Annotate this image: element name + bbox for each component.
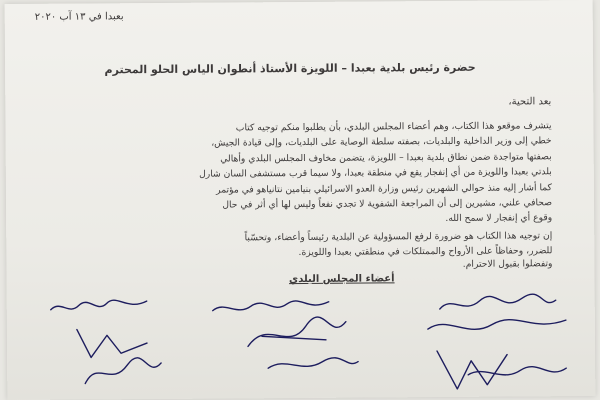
- letter-greeting: بعد التحية،: [508, 96, 552, 108]
- signature-10: [462, 360, 572, 387]
- paragraph-line: كما أشار إليه منذ حوالي الشهرين رئيس وزارة العدو الاسرائيلي بنيامين نتانياهو في مؤتمر: [216, 181, 552, 196]
- letter-closing: وتفضلوا بقبول الاحترام.: [462, 258, 553, 270]
- members-heading: أعضاء المجلس البلدي: [288, 273, 395, 286]
- paragraph-line: بصفتها متواجدة ضمن نطاق بلدية بعبدا – اللويزة، يتضمن مخاوف المجلس البلدي وأهالي: [220, 151, 552, 165]
- paragraph-line: صحافي علني، مشيرين إلى أن المراجعة الشفوية لا تجدي نفعاً وليس لها أي أثر في حال: [222, 197, 553, 211]
- paragraph-line: إن توجيه هذا الكتاب هو ضرورة لرفع المسؤولية عن البلدية رئيساً وأعضاء، وتحسّباً: [244, 230, 553, 244]
- signature-1: [47, 295, 157, 320]
- paragraph-line: للضرر، وحفاظاً على الأرواح والممتلكات في منطقتي بعبدا واللويزة.: [298, 245, 553, 259]
- paragraph-line: يتشرف موقعو هذا الكتاب، وهم أعضاء المجلس البلدي، بأن يطلبوا منكم توجيه كتاب: [235, 120, 552, 134]
- paragraph-line: بلدتي بعبدا واللويزة من أي إنفجار يقع في منطقة بعبدا، ولا سيما قرب مستشفى السان شارل: [199, 166, 552, 180]
- letter-page: [5, 0, 596, 400]
- signature-6: [422, 312, 572, 341]
- letter-paragraph-1: [51, 118, 552, 229]
- signature-5: [242, 312, 352, 355]
- letter-date: بعبدا في ١٣ آب ٢٠٢٠: [34, 11, 124, 23]
- letter-recipient: حضرة رئيس بلدية بعبدا – اللويزة الأستاذ أنطوان الياس الحلو المحترم: [104, 60, 476, 77]
- paragraph-line: خطي إلى وزير الداخلية والبلديات، بصفته سلطة الوصاية على البلديات، وإلى قيادة الجيش،: [211, 135, 552, 150]
- signature-8: [262, 350, 362, 379]
- paragraph-line: وقوع أي إنفجار لا سمح الله.: [445, 212, 553, 225]
- letter-paragraph-2: [52, 228, 552, 262]
- signature-7: [77, 353, 167, 394]
